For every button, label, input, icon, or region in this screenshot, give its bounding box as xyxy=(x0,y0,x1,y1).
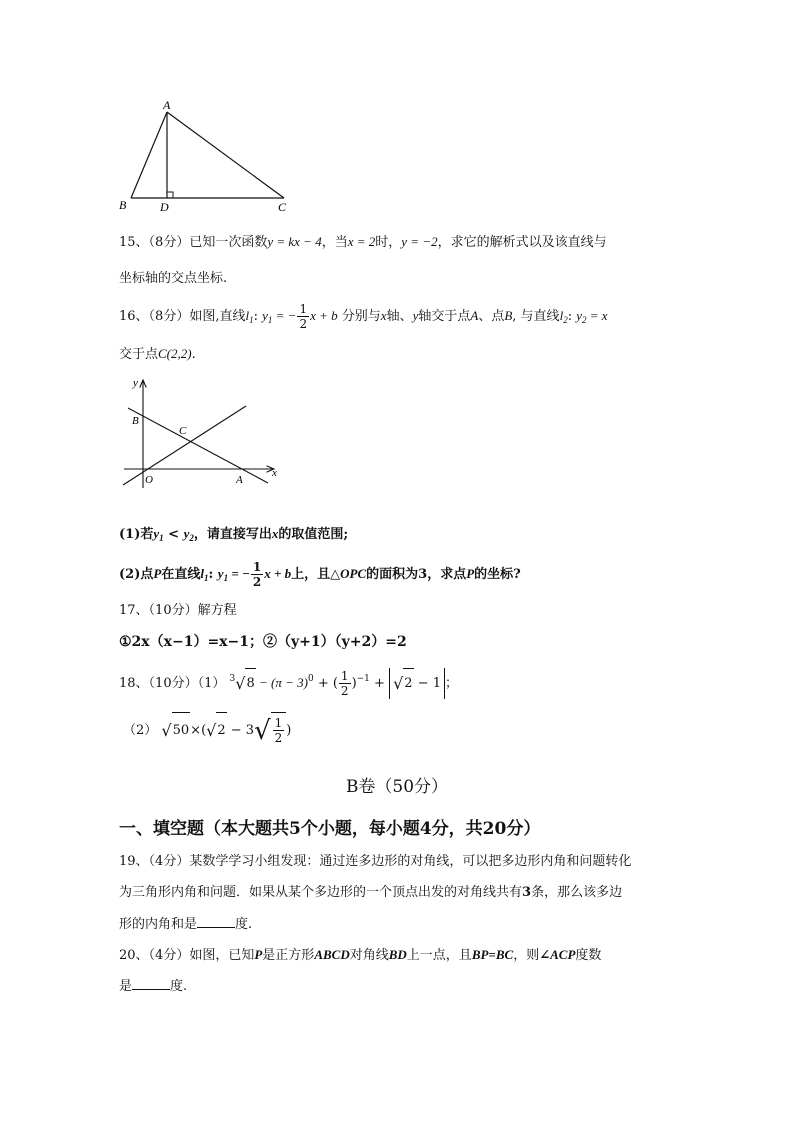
cube-root: $^3$ √ 8 xyxy=(230,676,256,691)
point-label-o: O xyxy=(145,474,153,486)
label-c: C xyxy=(278,200,287,214)
sqrt-half: √ $\frac{1}{2}$ xyxy=(254,712,286,749)
q20-line1: 20、（4分）如图，已知P是正方形ABCD对角线BD上一点，且BP=BC，则∠ACP度数 xyxy=(119,947,602,963)
q17-number: 17、 xyxy=(119,603,149,618)
absolute-value: √ 2 − 1 xyxy=(389,668,445,699)
q17-title: 17、（10分）解方程 xyxy=(119,603,237,618)
q16-line1: 16、（8分）如图,直线$l_1$: $y_1$ = − $\frac{1}{2}$ x + b 分别与x轴、y轴交于点A、点B, 与直线$l_2$: $y_2 = x$ xyxy=(119,302,608,331)
q19-line2: 为三角形内角和问题．如果从某个多边形的一个顶点出发的对角线共有3条，那么该多边 xyxy=(119,885,623,900)
q16-line2: 交于点C(2,2). xyxy=(119,346,196,362)
section-b-heading: B卷（50分） xyxy=(345,777,449,797)
q16-number: 16、 xyxy=(119,309,149,324)
fill-in-section-heading: 一、填空题（本大题共5个小题，每小题4分，共20分） xyxy=(119,819,541,839)
fraction-one-half-2: $\frac{1}{2}$ xyxy=(252,560,262,589)
point-label-c: C xyxy=(179,425,187,437)
q19-line1: 19、（4分）某数学学习小组发现：通过连多边形的对角线，可以把多边形内角和问题转化 xyxy=(119,854,632,869)
q18-part1: 18、（10分）（1） $^3$ √ 8 − $(\pi - 3)^0$ + ( $\frac{1}{2}$ )$^{-1}$ + √ 2 − 1 ； xyxy=(119,669,459,698)
q15-number: 15、 xyxy=(119,235,149,250)
fraction-half-q18: $\frac{1}{2}$ xyxy=(340,669,349,698)
label-b: B xyxy=(119,198,127,212)
q16-part2: (2)点P在直线$l_1$: $y_1$ = − $\frac{1}{2}$ x + b上，且△OPC的面积为3，求点P的坐标? xyxy=(119,560,521,589)
axis-label-y: y xyxy=(133,377,138,389)
q16-part1: (1)若$y_1 < y_2$，请直接写出x的取值范围; xyxy=(119,526,349,543)
label-a: A xyxy=(163,98,171,112)
label-d: D xyxy=(160,200,169,214)
q18-part2: （2） √ 50 ×( √ 2 − 3 √ $\frac{1}{2}$ ) xyxy=(123,712,291,749)
sqrt-50: √ 50 xyxy=(161,712,190,749)
q19-number: 19、 xyxy=(119,854,149,869)
triangle-figure xyxy=(112,98,312,214)
answer-blank-q20[interactable] xyxy=(132,977,170,990)
q19-line3: 形的内角和是 度. xyxy=(119,917,253,932)
sqrt-2: √ 2 xyxy=(206,712,226,749)
q15-line1: 15、（8分）已知一次函数y = kx − 4，当x = 2时，y = −2，求它的解析式以及该直线与 xyxy=(119,234,607,250)
fraction-one-half: $\frac{1}{2}$ xyxy=(299,302,308,331)
point-label-a: A xyxy=(236,474,243,486)
q15-line2: 坐标轴的交点坐标. xyxy=(119,271,228,286)
axis-label-x: x xyxy=(272,467,277,479)
coordinate-figure xyxy=(118,372,288,494)
q20-number: 20、 xyxy=(119,948,149,963)
q18-number: 18、 xyxy=(119,676,149,691)
q20-line2: 是 度. xyxy=(119,979,188,994)
point-label-b: B xyxy=(132,415,139,427)
q17-equations: ①2x（x−1）=x−1；②（y+1）（y+2）=2 xyxy=(119,634,407,650)
answer-blank-q19[interactable] xyxy=(197,915,235,928)
